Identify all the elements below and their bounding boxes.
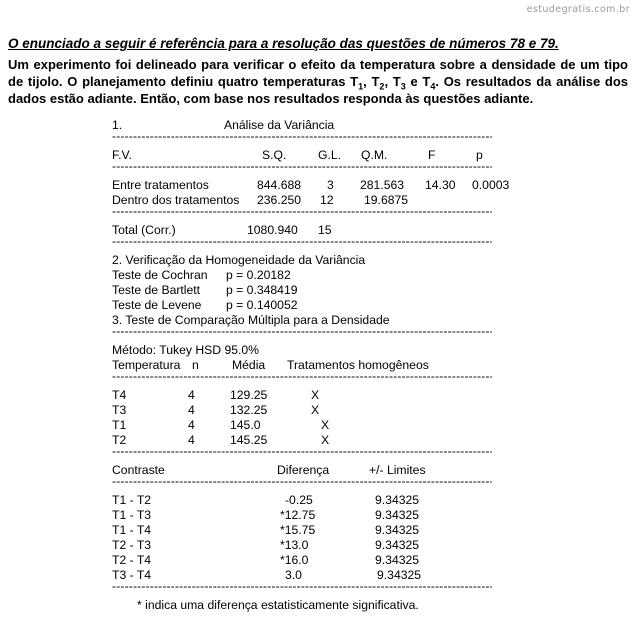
intro-text-1: Um experimento foi delineado para verificar o efeito da temperatura sobre a densidade de um tipo de tijolo. O planejamento definiu quatro temperaturas T (8, 57, 628, 89)
contrast-diff: *13.0 (280, 538, 309, 552)
multiple-title-text: 3. Teste de Comparação Múltipla para a Densidade (112, 313, 390, 327)
separator (112, 478, 492, 493)
question-heading: O enunciado a seguir é referência para a resolução das questões de números 78 e 79. (8, 36, 559, 51)
total-label: Total (Corr.) (112, 223, 176, 237)
contrast-diff: -0.25 (285, 493, 313, 507)
anova-row (112, 178, 510, 193)
contrast-pair: T1 - T4 (112, 523, 152, 537)
anova-title: Análise da Variância (224, 118, 335, 132)
group-row (112, 403, 492, 418)
contrast-pair: T1 - T3 (112, 508, 152, 522)
separator (112, 163, 492, 178)
col-diferenca: Diferença (277, 463, 330, 477)
multiple-title (112, 313, 492, 328)
separator (112, 238, 492, 253)
homog-title-text: 2. Verificação da Homogeneidade da Variância (112, 253, 366, 267)
contrast-row (112, 523, 492, 538)
anova-total-row (112, 223, 492, 238)
separator (112, 208, 492, 223)
anova-f: 14.30 (425, 178, 456, 192)
separator (112, 133, 492, 148)
total-gl: 15 (318, 223, 332, 237)
anova-row (112, 193, 492, 208)
subscript-1: 1 (358, 81, 364, 92)
col-p: p (476, 148, 483, 162)
separator (112, 373, 492, 388)
contrast-limit: 9.34325 (375, 553, 420, 567)
contrast-limit: 9.34325 (375, 493, 420, 507)
anova-qm: 281.563 (360, 178, 405, 192)
col-limites: +/- Limites (369, 463, 426, 477)
anova-qm: 19.6875 (364, 193, 409, 207)
intro-comma-2: , T (384, 74, 401, 89)
contrast-row (112, 493, 492, 508)
anova-number: 1. (112, 118, 123, 132)
test-row (112, 283, 492, 298)
anova-sq: 844.688 (257, 178, 302, 192)
group-row (112, 418, 492, 433)
contrast-limit: 9.34325 (377, 568, 422, 582)
group-row (112, 388, 492, 403)
intro-conj: e T (405, 74, 431, 89)
group-media: 132.25 (230, 403, 268, 417)
anova-gl: 3 (327, 178, 334, 192)
col-temperatura: Temperatura (112, 358, 181, 372)
intro-text-2: . Os resultados da análise dos dados estão adiante. Então, com base nos resultados responda às questões adiante. (8, 74, 629, 106)
group-row (112, 433, 492, 448)
contrast-pair: T2 - T3 (112, 538, 152, 552)
group-temp: T3 (112, 403, 127, 417)
group-mark: X (321, 418, 330, 432)
multiple-header-row (112, 358, 492, 373)
test-name: Teste de Cochran (112, 268, 208, 282)
group-temp: T4 (112, 388, 127, 402)
subscript-2: 2 (379, 81, 385, 92)
anova-fv: Entre tratamentos (112, 178, 209, 192)
footnote-row (112, 598, 492, 613)
separator (112, 448, 492, 463)
contrast-pair: T1 - T2 (112, 493, 152, 507)
intro-paragraph (8, 56, 628, 107)
test-name: Teste de Levene (112, 298, 202, 312)
method-text: Método: Tukey HSD 95.0% (112, 343, 259, 357)
test-name: Teste de Bartlett (112, 283, 201, 297)
contrast-row (112, 568, 492, 583)
method-row (112, 343, 492, 358)
anova-fv: Dentro dos tratamentos (112, 193, 240, 207)
group-media: 145.0 (230, 418, 261, 432)
contrast-diff: 3.0 (285, 568, 302, 582)
group-n: 4 (188, 403, 195, 417)
contrast-row (112, 553, 492, 568)
test-value: p = 0.348419 (226, 283, 298, 297)
group-n: 4 (188, 388, 195, 402)
col-qm: Q.M. (361, 148, 388, 162)
subscript-4: 4 (430, 81, 436, 92)
col-f: F (428, 148, 436, 162)
contrast-limit: 9.34325 (375, 508, 420, 522)
separator (112, 583, 492, 598)
contrast-pair: T3 - T4 (112, 568, 152, 582)
group-temp: T1 (112, 418, 127, 432)
anova-header-row (112, 148, 492, 163)
group-mark: X (311, 388, 320, 402)
col-sq: S.Q. (262, 148, 287, 162)
col-contraste: Contraste (112, 463, 165, 477)
col-tratamentos: Tratamentos homogêneos (287, 358, 429, 372)
test-value: p = 0.20182 (226, 268, 291, 282)
contrast-pair: T2 - T4 (112, 553, 152, 567)
group-n: 4 (188, 433, 195, 447)
total-sq: 1080.940 (247, 223, 298, 237)
test-row (112, 268, 492, 283)
watermark: estudegratis.com.br (526, 4, 630, 15)
anova-p: 0.0003 (472, 178, 510, 192)
subscript-3: 3 (400, 81, 406, 92)
anova-gl: 12 (320, 193, 334, 207)
group-temp: T2 (112, 433, 127, 447)
contrast-diff: *12.75 (280, 508, 316, 522)
group-media: 145.25 (230, 433, 268, 447)
intro-comma-1: , T (363, 74, 380, 89)
footnote: * indica uma diferença estatisticamente significativa. (137, 598, 419, 612)
contrast-limit: 9.34325 (375, 538, 420, 552)
test-value: p = 0.140052 (226, 298, 298, 312)
group-mark: X (321, 433, 330, 447)
group-n: 4 (188, 418, 195, 432)
contrast-header-row (112, 463, 492, 478)
contrast-row (112, 538, 492, 553)
anova-sq: 236.250 (257, 193, 302, 207)
col-n: n (192, 358, 199, 372)
group-media: 129.25 (230, 388, 268, 402)
group-mark: X (311, 403, 320, 417)
separator (112, 328, 492, 343)
col-gl: G.L. (318, 148, 342, 162)
contrast-row (112, 508, 492, 523)
contrast-diff: *15.75 (280, 523, 316, 537)
homog-title (112, 253, 492, 268)
col-media: Média (232, 358, 266, 372)
test-row (112, 298, 492, 313)
statistics-output (112, 118, 510, 613)
contrast-limit: 9.34325 (375, 523, 420, 537)
contrast-diff: *16.0 (280, 553, 309, 567)
col-fv: F.V. (112, 148, 132, 162)
anova-title-row (112, 118, 492, 133)
